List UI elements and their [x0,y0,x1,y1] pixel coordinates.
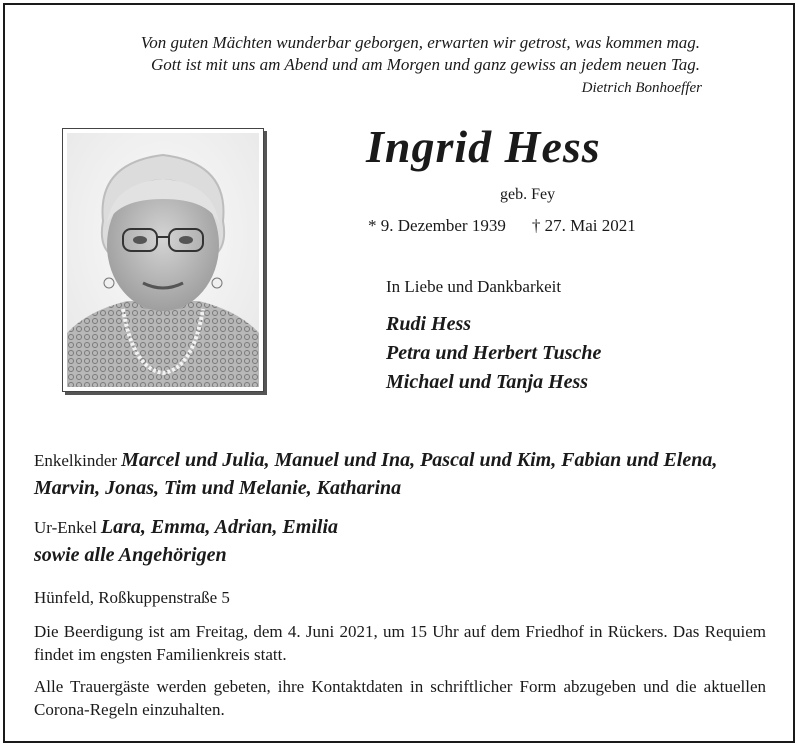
mourner-name: Petra und Herbert Tusche [386,342,602,364]
birth-date: * 9. Dezember 1939 [368,216,506,235]
mourners-list [386,310,601,397]
maiden-name: geb. Fey [500,186,556,203]
life-dates [368,216,636,236]
grandchildren-label: Enkelkinder [34,451,118,470]
address: Hünfeld, Roßkuppenstraße 5 [34,588,230,607]
quote-author: Dietrich Bonhoeffer [581,80,702,96]
relatives-line: sowie alle Angehörigen [34,544,227,566]
great-grandchildren-section [34,514,766,569]
mourner-name: Rudi Hess [386,313,472,335]
great-grandchildren-label: Ur-Enkel [34,518,97,537]
death-date: † 27. Mai 2021 [531,216,636,235]
funeral-notice: Die Beerdigung ist am Freitag, dem 4. Juni 2021, um 15 Uhr auf dem Friedhof in Rückers. Das Requiem findet im engsten Familienkreis statt. [34,622,766,664]
grandchildren-section [34,447,766,503]
portrait-image [67,133,259,387]
mourners-intro: In Liebe und Dankbarkeit [386,277,562,296]
portrait-photo [62,128,264,392]
mourner-name: Michael und Tanja Hess [386,371,589,393]
quote-line-1: Von guten Mächten wunderbar geborgen, erwarten wir getrost, was kommen mag. [140,33,700,52]
deceased-name: Ingrid Hess [366,121,601,172]
guests-notice: Alle Trauergäste werden gebeten, ihre Kontaktdaten in schriftlicher Form abzugeben und die aktuellen Corona-Regeln einzuhalten. [34,677,766,719]
great-grandchildren-names: Lara, Emma, Adrian, Emilia [100,516,339,538]
quote-line-2: Gott ist mit uns am Abend und am Morgen und ganz gewiss an jedem neuen Tag. [150,55,700,74]
grandchildren-names: Marcel und Julia, Manuel und Ina, Pascal und Kim, Fabian und Elena, Marvin, Jonas, Tim und Melanie, Katharina [34,449,718,499]
